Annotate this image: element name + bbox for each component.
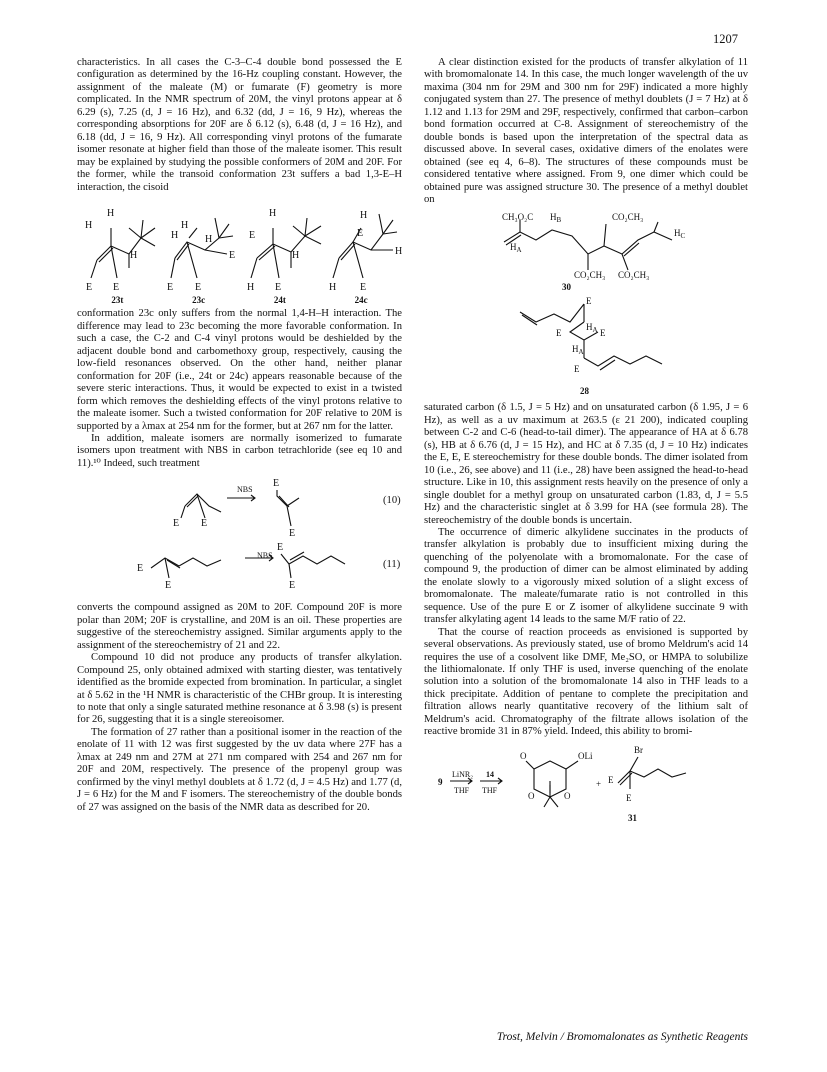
left-paragraph-4: converts the compound assigned as 20M to 20F. Compound 20F is more polar than 20M; 20F is crystalline, and 20M is an oil. These properties are suggestive of the stereochemistry assigned. Similar arguments apply to the assignment of the stereochemistry of 21 and 22. [77, 602, 402, 651]
svg-text:E: E [360, 281, 367, 293]
label-24c: 24c [354, 294, 368, 305]
svg-text:E: E [608, 774, 614, 785]
svg-text:E: E [574, 364, 580, 375]
svg-text:H: H [247, 281, 255, 293]
svg-text:E: E [600, 328, 606, 339]
svg-text:CH₃O₂C: CH₃O₂C [502, 212, 534, 223]
svg-text:E: E [173, 518, 180, 530]
svg-text:E: E [556, 328, 562, 339]
eq10-number: (10) [383, 495, 401, 507]
svg-text:O: O [564, 790, 571, 801]
equation-10-11 [77, 474, 402, 598]
nbs-label-11: NBS [257, 551, 273, 561]
svg-text:HC: $H_C$ [674, 228, 686, 241]
svg-text:H: H [130, 249, 138, 261]
svg-text:E: E [195, 281, 202, 293]
left-paragraph-2: conformation 23c only suffers from the normal 1,4-H–H interaction. The difference may lead to 23c becoming the more favorable conformation. In such a case, the C-2 and C-4 vinyl protons would be deshielded by the adjacent double bond and carbomethoxy group, respectively, causing the low-field resonances observed. On the other hand, neither planar conformation for 20F (i.e., 24t or 24c) appears reasonable because of the severe steric interactions. Thus, it would be expected to exist in a twisted form which removes the deshielding effects of the vinyl protons relative to the maleate isomer. Such a twisted conformation for 20F relative to 20M is supported by a λmax at 254 nm for the former, but at 267 nm for the latter. [77, 308, 402, 432]
svg-text:CO₂CH₃: CO₂CH₃ [612, 212, 644, 223]
page-number: 1207 [713, 32, 738, 46]
svg-text:E: E [167, 281, 174, 293]
scheme-plus: + [596, 778, 602, 789]
scheme-reagent1: LiNR₂ [452, 769, 474, 779]
left-column [77, 57, 402, 814]
svg-text:H: H [395, 245, 402, 257]
scheme-bromide-31 [424, 743, 748, 823]
svg-text:E: E [289, 580, 296, 592]
scheme-reagent2: 14 [486, 769, 494, 779]
svg-text:H: H [181, 219, 189, 231]
conformer-figure-23-24 [77, 198, 402, 296]
svg-text:E: E [137, 563, 144, 575]
running-footer: Trost, Melvin / Bromomalonates as Synthetic Reagents [496, 1031, 748, 1043]
svg-text:E: E [289, 528, 296, 540]
right-column [424, 57, 748, 827]
svg-text:E: E [229, 249, 236, 261]
label-23t: 23t [111, 294, 124, 305]
label-24t: 24t [273, 294, 286, 305]
svg-text:O: O [528, 790, 535, 801]
svg-text:Br: Br [634, 744, 643, 755]
svg-text:HA: $H_A$ [572, 344, 584, 357]
svg-text:OLi: OLi [578, 750, 593, 761]
structure-30 [424, 210, 748, 292]
right-paragraph-3: The occurrence of dimeric alkylidene succinates in the products of transfer alkylation is probably due to insufficient mixing during the quenching of the polyenolate with a bromomalonate. For the case of compound 9, the production of dimer can be almost eliminated by adding the enolate slowly to a vigorously mixed solution of a slight excess of bromomalonate. The maleate/fumarate ratio is not controlled in this sequence. Use of the pure E or Z isomer of alkylidene succinate 9 with transfer alkylating agent 14 leads to the same M/F ratio of 22. [424, 526, 748, 626]
svg-text:H: H [360, 209, 368, 221]
svg-text:H: H [171, 229, 179, 241]
svg-text:H: H [205, 233, 213, 245]
left-paragraph-5: Compound 10 did not produce any products of transfer alkylation. Compound 25, only obtained admixed with starting diester, was tentatively identified as the bromide expected from bromination. In particular, a singlet at δ 5.62 in the ¹H NMR is characteristic of the CHBr group. It is interesting to note that only a single saturated methine resonance at δ 3.98 (s) is present for 26, suggesting that it is a single stereoisomer. [77, 652, 402, 726]
structure-28 [424, 296, 748, 398]
label-31: 31 [628, 812, 637, 823]
svg-text:E: E [86, 281, 93, 293]
svg-text:E: E [357, 227, 364, 239]
label-30: 30 [562, 282, 571, 293]
nbs-label-10: NBS [237, 485, 253, 495]
svg-text:H: H [107, 207, 115, 219]
svg-text:E: E [249, 229, 256, 241]
left-paragraph-6: The formation of 27 rather than a positional isomer in the reaction of the enolate of 11 with 12 was first suggested by the uv data where 27F has a λmax at 249 nm and 27M at 271 nm compared with 254 and 267 nm for 20F and 20M, respectively. The presence of the propenyl group was confirmed by the vinyl methyl doublets at δ 1.72 (d, J = 4.5 Hz) and 1.77 (d, J = 6 Hz) for the M and F isomers. The stereochemistry of the double bonds of 27 was assigned on the basis of the NMR data as described for 20. [77, 726, 402, 813]
svg-text:E: E [586, 296, 592, 307]
left-paragraph-3: In addition, maleate isomers are normally isomerized to fumarate isomers upon treatment with NBS in carbon tetrachloride (see eq 10 and 11).¹⁰ Indeed, such treatment [77, 432, 402, 469]
svg-text:E: E [273, 478, 280, 490]
svg-text:E: E [277, 542, 284, 554]
svg-text:E: E [201, 518, 208, 530]
svg-text:O: O [520, 750, 527, 761]
scheme-solvent1: THF [454, 785, 470, 795]
right-paragraph-4: That the course of reaction proceeds as envisioned is supported by several observations. As previously stated, use of bromo Meldrum's acid 14 requires the use of a cosolvent like DMF, Me₂SO, or HMPA to solubilize the lithiomalonate. If only THF is used, inverse quenching of the enolate solution into a solution of the bromomalonate 14 also in THF leads to a thick precipitate. Addition of pentane to complete the precipitation and filtration allows nearly quantitative recovery of the lithium salt of Meldrum's acid. Chromatography of the filtrate allows isolation of the reactive bromide 31 in 87% yield. Indeed, this ability to bromi- [424, 626, 748, 738]
svg-text:H: H [85, 219, 93, 231]
svg-text:E: E [275, 281, 282, 293]
svg-text:H: H [269, 207, 277, 219]
svg-text:HA: $H_A$ [510, 242, 522, 255]
scheme-solvent2: THF [482, 785, 498, 795]
left-paragraph-1: characteristics. In all cases the C-3–C-4 double bond possessed the E configuration as determined by the 16-Hz coupling constant. However, the assignment of the maleate (M) or fumarate (F) geometry is more complicated. In the NMR spectrum of 20M, the vinyl protons appear at δ 6.29 (s), 7.25 (d, J = 16 Hz), and 6.32 (dd, J = 16, 9 Hz), whereas the corresponding absorptions for 20F are δ 6.12 (s), 6.48 (d, J = 16 Hz), and 6.18 (dd, J = 16, 9 Hz). All corresponding vinyl protons of the fumarate isomer resonate at higher field than those of the maleate isomer. This result may be explained by studying the possible conformers of 20M and 20F. For the former, while the transoid conformation 23t suffers a bad 1,3-E–H interaction, the cisoid [77, 57, 402, 193]
label-23c: 23c [192, 294, 206, 305]
svg-text:E: E [165, 580, 172, 592]
conformer-labels [77, 294, 402, 306]
right-paragraph-2: saturated carbon (δ 1.5, J = 5 Hz) and on unsaturated carbon (δ 1.95, J = 6 Hz), as well as a uv maximum at 263.5 (ε 21 200), indicated coupling between C-2 and C-6 (head-to-tail dimer). The appearance of HA at δ 6.78 (s), HB at δ 6.76 (d, J = 15 Hz), and HC at δ 7.35 (d, J = 10 Hz) indicates the E, E, E stereochemistry for these double bonds. The dimer isolated from 10 (i.e., 26, see above) and 11 (i.e., 28) have been assigned the head-to-head structure. Like in 10, this assignment rests heavily on the presence of only a single doublet for a methyl group on unsaturated carbon (1.83, d, J = 5.5 Hz) and the characteristic singlet at δ 3.99 for HA (see formula 28). The stereochemistry of the double bonds is uncertain. [424, 402, 748, 526]
svg-text:CO₂CH₃: CO₂CH₃ [618, 270, 650, 281]
svg-text:HA: $H_A$ [586, 322, 598, 335]
eq11-number: (11) [383, 559, 401, 571]
right-paragraph-1: A clear distinction existed for the products of transfer alkylation of 11 with bromomalonate 14. In this case, the much longer wavelength of the uv maxima (304 nm for 29M and 300 nm for 29F) indicated a more highly conjugated system than 27. The presence of methyl doublets (J = 7 Hz) at δ 1.12 and 1.13 for 29M and 29F, respectively, confirmed that carbon–carbon bond formation occurred at C-8. Assignment of stereochemistry of the double bonds is based upon the interpretation of the spectral data as discussed above. In several cases, oxidative dimers of the enolates were obtained (see eq 4, 6–8). The structures of these compounds must be considered tentative where assigned. From 9, one dimer which could be obtained pure was assigned structure 30. The presence of a methyl doublet on [424, 57, 748, 205]
svg-text:E: E [626, 792, 632, 803]
svg-text:H: H [329, 281, 337, 293]
svg-text:E: E [113, 281, 120, 293]
label-28: 28 [580, 386, 589, 397]
svg-text:CO₂CH₃: CO₂CH₃ [574, 270, 606, 281]
svg-text:H: H [292, 249, 300, 261]
scheme-start: 9 [438, 776, 443, 787]
svg-text:HB: $H_B$ [550, 212, 562, 225]
